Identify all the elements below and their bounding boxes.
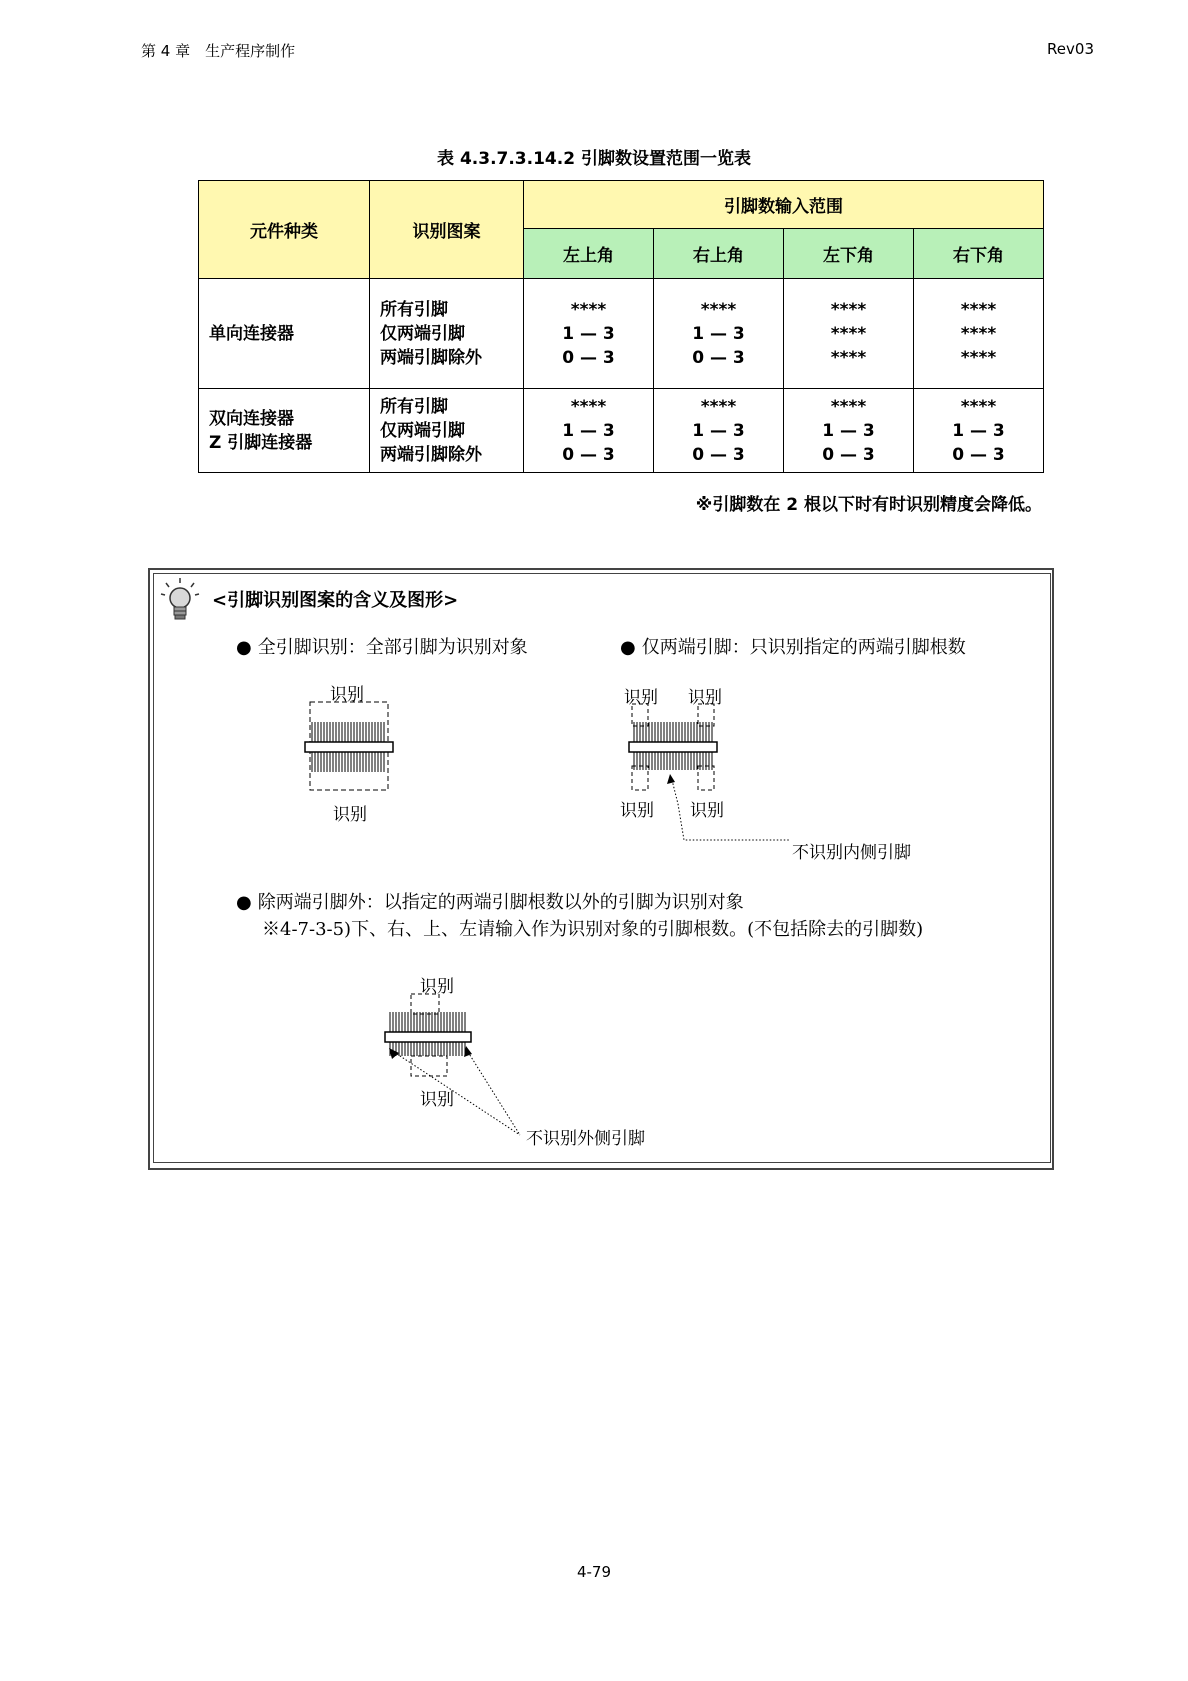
chapter-header: 第 4 章 生产程序制作 <box>141 42 296 60</box>
value-cell: **** **** **** <box>914 279 1044 389</box>
table-note: ※引脚数在 2 根以下时有时识别精度会降低。 <box>695 495 1042 515</box>
diagram-all-pins <box>300 700 400 794</box>
diagram2-note: 不识别内侧引脚 <box>792 843 911 863</box>
header-corner-top-right: 右上角 <box>654 229 784 279</box>
header-range: 引脚数输入范围 <box>524 181 1044 229</box>
value-cell: **** **** **** <box>784 279 914 389</box>
pattern-cell: 所有引脚 仅两端引脚 两端引脚除外 <box>370 279 524 389</box>
diagram1-label-bottom: 识别 <box>333 805 367 825</box>
pin-range-table <box>198 180 1044 473</box>
info-box-title: <引脚识别图案的含义及图形> <box>212 590 459 611</box>
pattern-cell: 所有引脚 仅两端引脚 两端引脚除外 <box>370 389 524 473</box>
diagram3-note: 不识别外侧引脚 <box>526 1129 645 1149</box>
header-component: 元件种类 <box>199 181 370 279</box>
header-pattern: 识别图案 <box>370 181 524 279</box>
value-cell: **** 1 — 3 0 — 3 <box>654 279 784 389</box>
component-cell: 双向连接器 Z 引脚连接器 <box>199 389 370 473</box>
value-cell: **** 1 — 3 0 — 3 <box>524 279 654 389</box>
diagram2-label-bottom-right: 识别 <box>690 801 724 821</box>
header-corner-top-left: 左上角 <box>524 229 654 279</box>
diagram1-label-top: 识别 <box>330 685 364 705</box>
bullet-exclude-end-pins: ● 除两端引脚外：以指定的两端引脚根数以外的引脚为识别对象 <box>236 892 744 913</box>
revision-label: Rev03 <box>1047 40 1094 58</box>
diagram3-label-top: 识别 <box>420 977 454 997</box>
diagram2-label-top-left: 识别 <box>624 688 658 708</box>
diagram2-label-bottom-left: 识别 <box>620 801 654 821</box>
table-row <box>199 389 1044 473</box>
value-cell: **** 1 — 3 0 — 3 <box>784 389 914 473</box>
lightbulb-icon <box>158 576 202 626</box>
table-row <box>199 279 1044 389</box>
diagram2-label-top-right: 识别 <box>688 688 722 708</box>
value-cell: **** 1 — 3 0 — 3 <box>654 389 784 473</box>
info-box <box>153 573 1051 1163</box>
table-title: 表 4.3.7.3.14.2 引脚数设置范围一览表 <box>437 149 751 169</box>
page-number: 4-79 <box>576 1563 612 1581</box>
diagram-exclude-end-pins <box>380 990 540 1140</box>
diagram-end-pins-only <box>620 700 800 860</box>
exclude-end-pins-note: ※4-7-3-5)下、右、上、左请输入作为识别对象的引脚根数。(不包括除去的引脚数) <box>262 919 924 940</box>
diagram3-label-bottom: 识别 <box>420 1090 454 1110</box>
value-cell: **** 1 — 3 0 — 3 <box>914 389 1044 473</box>
header-corner-bottom-right: 右下角 <box>914 229 1044 279</box>
bullet-end-pins-only: ● 仅两端引脚：只识别指定的两端引脚根数 <box>620 637 966 658</box>
value-cell: **** 1 — 3 0 — 3 <box>524 389 654 473</box>
component-cell: 单向连接器 <box>199 279 370 389</box>
bullet-all-pins: ● 全引脚识别：全部引脚为识别对象 <box>236 637 528 658</box>
header-corner-bottom-left: 左下角 <box>784 229 914 279</box>
